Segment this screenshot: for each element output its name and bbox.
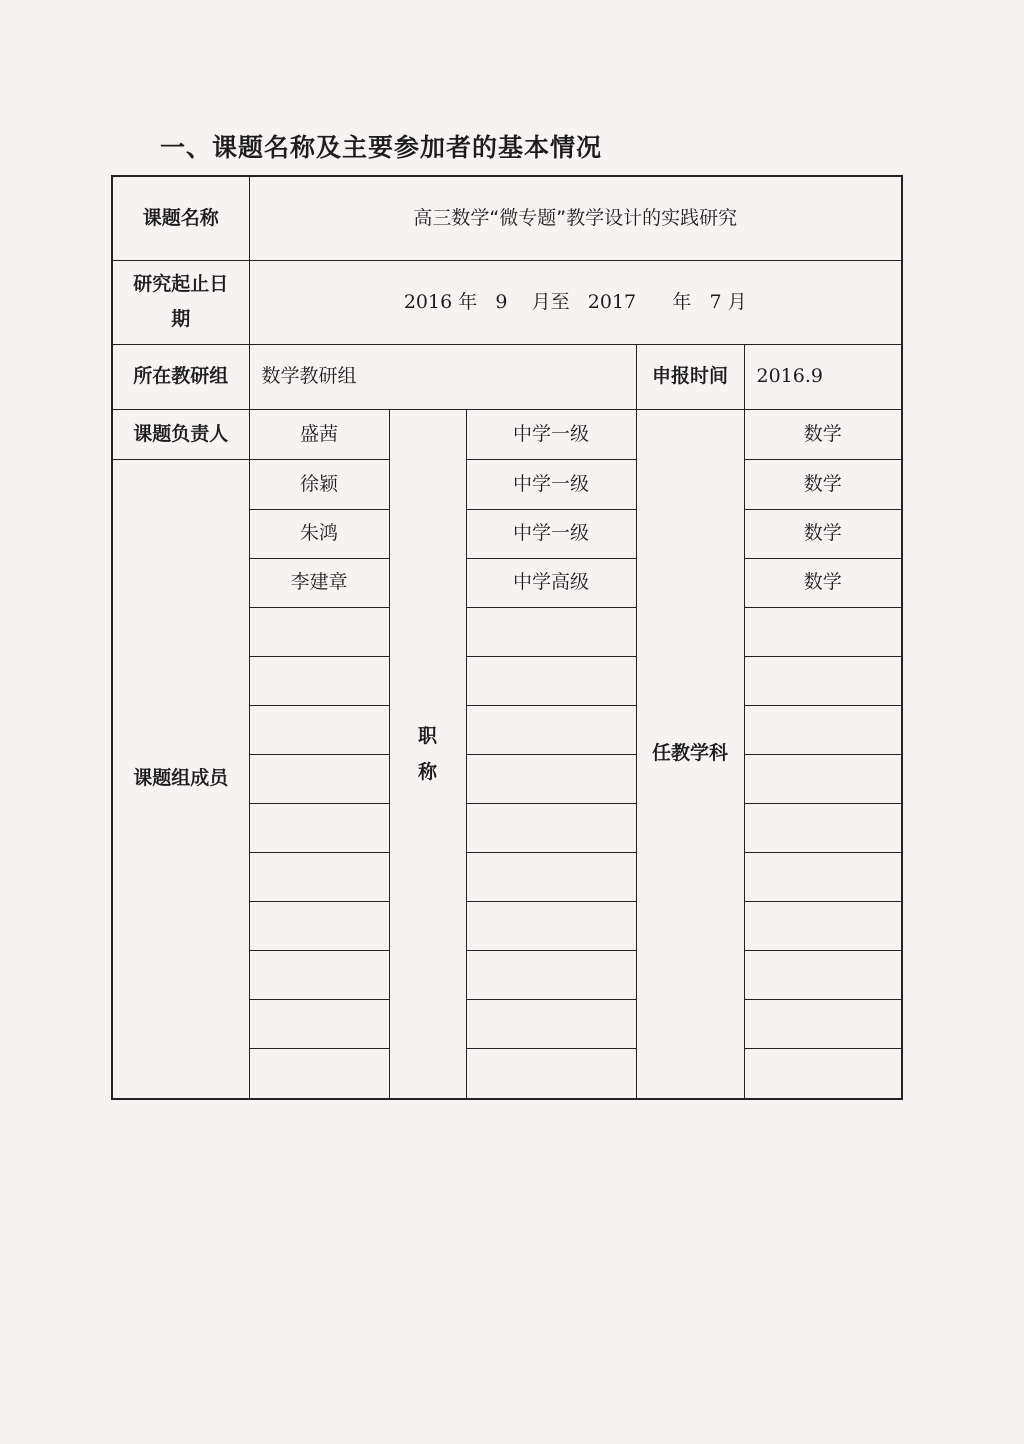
month-to: 月至 bbox=[531, 290, 570, 313]
info-table bbox=[111, 175, 903, 1100]
start-month: 9 bbox=[495, 290, 508, 313]
start-year: 2016 bbox=[403, 290, 453, 313]
end-month-unit: 月 bbox=[727, 290, 747, 313]
member-title bbox=[466, 803, 636, 852]
member-name: 徐颖 bbox=[249, 459, 389, 509]
member-name bbox=[249, 607, 389, 656]
member-subject bbox=[744, 705, 902, 754]
member-title: 中学一级 bbox=[466, 409, 636, 459]
member-row bbox=[112, 459, 902, 509]
member-title bbox=[466, 607, 636, 656]
member-title: 中学一级 bbox=[466, 459, 636, 509]
member-name bbox=[249, 754, 389, 803]
member-title bbox=[466, 754, 636, 803]
member-name bbox=[249, 1048, 389, 1099]
member-subject bbox=[744, 901, 902, 950]
apply-time-value: 2016.9 bbox=[744, 344, 902, 409]
end-month: 7 bbox=[709, 290, 722, 313]
member-name bbox=[249, 901, 389, 950]
title-column-label-line2: 称 bbox=[417, 760, 437, 783]
member-name bbox=[249, 950, 389, 999]
member-name bbox=[249, 852, 389, 901]
period-label bbox=[112, 260, 249, 344]
title-column-label bbox=[389, 409, 466, 1099]
member-subject: 数学 bbox=[744, 558, 902, 607]
end-year: 2017 bbox=[587, 290, 637, 313]
member-subject bbox=[744, 656, 902, 705]
member-subject: 数学 bbox=[744, 459, 902, 509]
member-subject: 数学 bbox=[744, 409, 902, 459]
member-subject bbox=[744, 607, 902, 656]
period-row bbox=[112, 260, 902, 344]
member-title bbox=[466, 1048, 636, 1099]
member-subject bbox=[744, 852, 902, 901]
subject-column-label: 任教学科 bbox=[636, 409, 744, 1099]
member-subject: 数学 bbox=[744, 509, 902, 558]
member-name bbox=[249, 656, 389, 705]
topic-name-label: 课题名称 bbox=[112, 176, 249, 260]
leader-row bbox=[112, 409, 902, 459]
group-row bbox=[112, 344, 902, 409]
member-subject bbox=[744, 1048, 902, 1099]
member-name: 李建章 bbox=[249, 558, 389, 607]
member-subject bbox=[744, 950, 902, 999]
member-title bbox=[466, 901, 636, 950]
member-title bbox=[466, 656, 636, 705]
member-title: 中学高级 bbox=[466, 558, 636, 607]
member-title bbox=[466, 950, 636, 999]
apply-time-label: 申报时间 bbox=[636, 344, 744, 409]
period-label-line2: 期 bbox=[171, 308, 191, 330]
leader-label: 课题负责人 bbox=[112, 409, 249, 459]
member-title: 中学一级 bbox=[466, 509, 636, 558]
member-name bbox=[249, 803, 389, 852]
member-subject bbox=[744, 803, 902, 852]
member-title bbox=[466, 852, 636, 901]
member-title bbox=[466, 999, 636, 1048]
member-name: 朱鸿 bbox=[249, 509, 389, 558]
member-subject bbox=[744, 999, 902, 1048]
member-name: 盛茜 bbox=[249, 409, 389, 459]
start-year-unit: 年 bbox=[458, 290, 478, 313]
page-title: 一、课题名称及主要参加者的基本情况 bbox=[160, 133, 603, 162]
period-value bbox=[249, 260, 902, 344]
title-column-label-line1: 职 bbox=[417, 724, 437, 747]
group-label: 所在教研组 bbox=[112, 344, 249, 409]
member-title bbox=[466, 705, 636, 754]
member-subject bbox=[744, 754, 902, 803]
end-year-unit: 年 bbox=[672, 290, 692, 313]
member-name bbox=[249, 705, 389, 754]
member-name bbox=[249, 999, 389, 1048]
topic-name-row bbox=[112, 176, 902, 260]
group-value: 数学教研组 bbox=[249, 344, 636, 409]
members-label: 课题组成员 bbox=[112, 459, 249, 1099]
period-label-line1: 研究起止日 bbox=[133, 273, 229, 296]
topic-name-value: 高三数学“微专题”教学设计的实践研究 bbox=[249, 176, 902, 260]
